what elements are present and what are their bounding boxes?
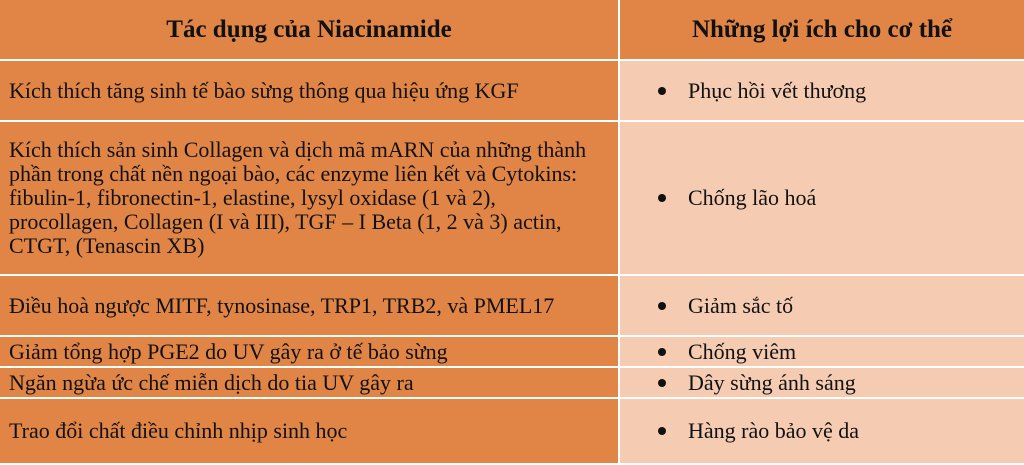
- table-row-6-benefit: Hàng rào bảo vệ da: [620, 399, 1024, 465]
- table-row-2-effect: Kích thích sản sinh Collagen và dịch mã mARN của những thành phần trong chất nền ngoại bào, các enzyme liên kết và Cytokins: fibulin-1, fibronectin-1, elastine, lysyl oxidase (1 và 2), procollagen, Collagen (I và III), TGF – I Beta (1, 2 và 3) actin, CTGT, (Tenascin XB): [0, 122, 620, 276]
- bullet-icon: [658, 427, 666, 435]
- header-benefits: [620, 0, 1024, 61]
- table-row-4-benefit: Chống viêm: [620, 337, 1024, 368]
- table-row-4-effect: Giảm tổng hợp PGE2 do UV gây ra ở tế bảo sừng: [0, 337, 620, 368]
- bullet-icon: [658, 348, 666, 356]
- bullet-icon: [658, 379, 666, 387]
- bullet-icon: [658, 302, 666, 310]
- bullet-icon: [658, 87, 666, 95]
- table-row-5-benefit: Dây sừng ánh sáng: [620, 368, 1024, 399]
- table-row-3-benefit: Giảm sắc tố: [620, 276, 1024, 337]
- table-row-3-effect: Điều hoà ngược MITF, tynosinase, TRP1, TRB2, và PMEL17: [0, 276, 620, 337]
- header-effects: [0, 0, 620, 61]
- bullet-icon: [658, 194, 666, 202]
- table-row-1-effect: Kích thích tăng sinh tế bào sừng thông qua hiệu ứng KGF: [0, 61, 620, 122]
- table-row-1-benefit: Phục hồi vết thương: [620, 61, 1024, 122]
- table-row-6-effect: Trao đổi chất điều chỉnh nhịp sinh học: [0, 399, 620, 465]
- table-row-5-effect: Ngăn ngừa ức chế miễn dịch do tia UV gây ra: [0, 368, 620, 399]
- table-row-2-benefit: Chống lão hoá: [620, 122, 1024, 276]
- header-benefits-label: Những lợi ích cho cơ thể: [691, 15, 953, 43]
- header-effects-label: Tác dụng của Niacinamide: [166, 15, 452, 43]
